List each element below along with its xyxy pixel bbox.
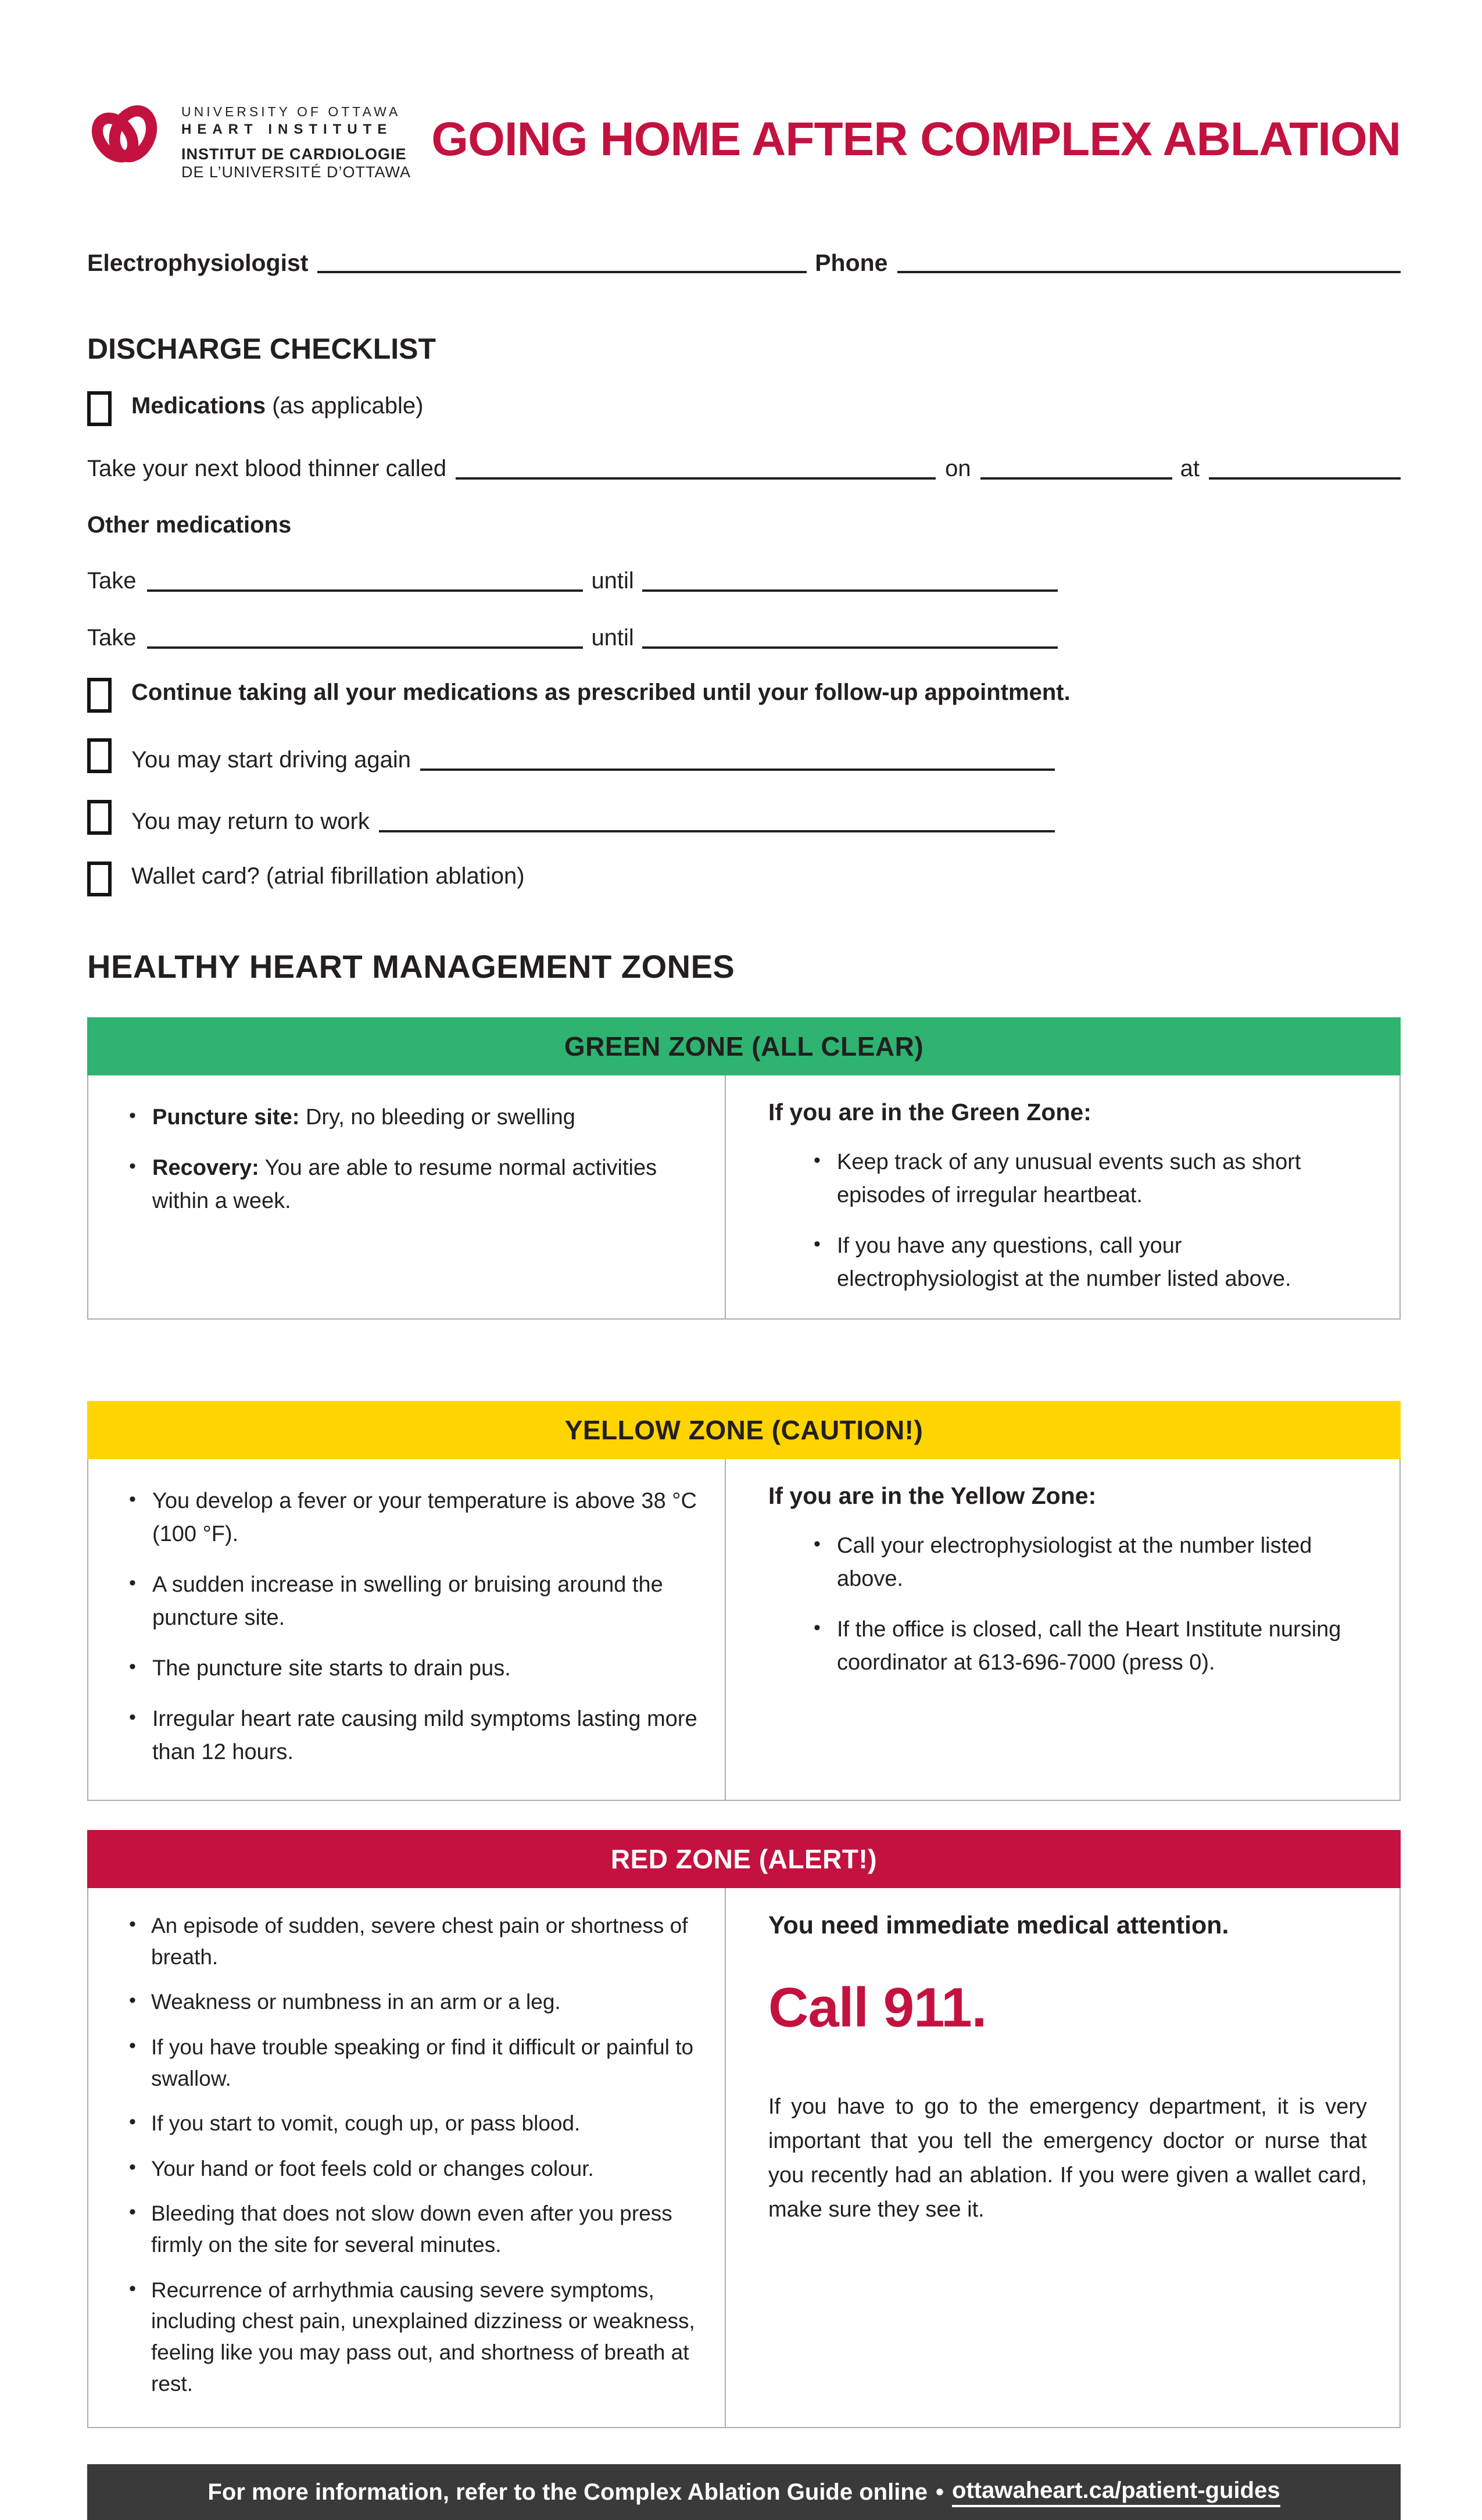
bullet-item: • Bleeding that does not slow down even after you press firmly on the site for several minutes. <box>124 2198 698 2260</box>
blood-thinner-row <box>87 452 1401 483</box>
footer-text: For more information, refer to the Complex Ablation Guide online <box>207 2479 928 2505</box>
yellow-zone-actions-title: If you are in the Yellow Zone: <box>768 1482 1097 1509</box>
logo-line-4: DE L’UNIVERSITÉ D’OTTAWA <box>181 163 411 181</box>
red-zone-paragraph: If you have to go to the emergency department, it is very important that you tell the emergency doctor or nurse that you recently had an ablation. If you were given a wallet card, make sure they see it. <box>768 2094 1367 2222</box>
page-title: GOING HOME AFTER COMPLEX ABLATION <box>431 113 1401 166</box>
bullet-item <box>124 1152 698 1218</box>
red-zone-body <box>87 1888 1401 2428</box>
uottawa-heart-institute-logo <box>87 102 411 180</box>
driving-label: You may start driving again <box>131 747 411 773</box>
heart-logo-icon <box>87 102 164 170</box>
work-checkbox[interactable] <box>87 800 112 835</box>
green-zone-header: GREEN ZONE (ALL CLEAR) <box>87 1017 1401 1075</box>
until-label-1: until <box>591 568 634 594</box>
take-label-1: Take <box>87 568 137 594</box>
medications-label: Medications <box>131 393 266 419</box>
call-911-text: Call 911. <box>768 1976 987 2039</box>
bullet-item <box>124 1101 698 1134</box>
wallet-card-checkbox[interactable] <box>87 862 112 896</box>
bullet-item: • Irregular heart rate causing mild symptoms lasting more than 12 hours. <box>124 1703 698 1769</box>
contact-row <box>87 245 1401 277</box>
wallet-card-label: Wallet card? (atrial fibrillation ablation) <box>131 863 525 889</box>
checklist-item-driving <box>87 738 1055 774</box>
yellow-zone-symptoms <box>88 1459 725 1800</box>
medication-1-name-blank[interactable] <box>147 564 584 592</box>
medication-1-row <box>87 564 1058 595</box>
green-zone-actions <box>725 1075 1399 1318</box>
medication-2-until-blank[interactable] <box>642 621 1058 649</box>
logo-line-1: UNIVERSITY OF OTTAWA <box>181 104 401 119</box>
footer-separator: • <box>936 2479 944 2505</box>
phone-blank[interactable] <box>897 245 1401 273</box>
bullet-lead: Puncture site: <box>152 1105 300 1129</box>
patient-guides-link[interactable]: ottawaheart.ca/patient-guides <box>952 2478 1280 2507</box>
red-zone-actions-title: You need immediate medical attention. <box>768 1911 1229 1939</box>
logo-line-2: HEART INSTITUTE <box>181 121 393 137</box>
header <box>87 102 1401 180</box>
continue-medications-checkbox[interactable] <box>87 678 112 713</box>
bullet-item: • If you start to vomit, cough up, or pass blood. <box>124 2108 698 2139</box>
medication-1-until-blank[interactable] <box>642 564 1058 592</box>
driving-checkbox[interactable] <box>87 738 112 773</box>
checklist-item-medications <box>87 391 1401 426</box>
bullet-item: • Weakness or numbness in an arm or a leg. <box>124 1986 698 2018</box>
bullet-item: • The puncture site starts to drain pus. <box>124 1652 698 1685</box>
bullet-item: • Keep track of any unusual events such as short episodes of irregular heartbeat. <box>809 1146 1367 1212</box>
bullet-text: You are able to resume normal activities within a week. <box>152 1156 657 1213</box>
yellow-zone-body <box>87 1459 1401 1801</box>
logo-line-3: INSTITUT DE CARDIOLOGIE <box>181 145 407 163</box>
blood-thinner-date-blank[interactable] <box>980 452 1172 480</box>
driving-date-blank[interactable] <box>420 743 1055 771</box>
electrophysiologist-blank[interactable] <box>317 245 807 273</box>
bullet-item: • Recurrence of arrhythmia causing severe symptoms, including chest pain, unexplained dizziness or weakness, feeling like you may pass out, and shortness of breath at rest. <box>124 2275 698 2400</box>
logo-wordmark <box>181 105 411 180</box>
work-date-blank[interactable] <box>379 805 1055 832</box>
take-label-2: Take <box>87 625 137 650</box>
bullet-item: • If you have any questions, call your electrophysiologist at the number listed above. <box>809 1229 1367 1296</box>
red-zone-actions <box>725 1888 1399 2427</box>
medications-checkbox[interactable] <box>87 391 112 426</box>
bullet-item: • An episode of sudden, severe chest pain or shortness of breath. <box>124 1910 698 1972</box>
yellow-zone <box>87 1401 1401 1801</box>
bullet-lead: Recovery: <box>152 1156 259 1180</box>
green-zone-symptoms <box>88 1075 725 1318</box>
bullet-item: • Call your electrophysiologist at the number listed above. <box>809 1529 1367 1596</box>
bullet-item: • A sudden increase in swelling or bruising around the puncture site. <box>124 1568 698 1635</box>
yellow-zone-actions <box>725 1459 1399 1800</box>
checklist-item-wallet-card <box>87 862 1401 896</box>
on-label: on <box>945 456 971 481</box>
red-zone-header: RED ZONE (ALERT!) <box>87 1830 1401 1888</box>
phone-label: Phone <box>815 249 888 276</box>
red-zone <box>87 1830 1401 2428</box>
bullet-item: • You develop a fever or your temperature is above 38 °C (100 °F). <box>124 1485 698 1551</box>
bullet-item: • Your hand or foot feels cold or changes colour. <box>124 2153 698 2185</box>
blood-thinner-name-blank[interactable] <box>456 452 936 480</box>
bullet-item: • If you have trouble speaking or find it difficult or painful to swallow. <box>124 2032 698 2094</box>
green-zone-actions-title: If you are in the Green Zone: <box>768 1099 1091 1125</box>
continue-medications-label: Continue taking all your medications as prescribed until your follow-up appointment. <box>131 680 1071 705</box>
electrophysiologist-label: Electrophysiologist <box>87 249 309 276</box>
until-label-2: until <box>591 625 634 650</box>
bullet-text: Dry, no bleeding or swelling <box>299 1105 575 1129</box>
zones-heading: HEALTHY HEART MANAGEMENT ZONES <box>87 948 735 985</box>
checklist-item-continue-medications <box>87 678 1401 713</box>
discharge-checklist-heading: DISCHARGE CHECKLIST <box>87 333 436 365</box>
green-zone <box>87 1017 1401 1320</box>
blood-thinner-prefix: Take your next blood thinner called <box>87 456 447 481</box>
blood-thinner-time-blank[interactable] <box>1209 452 1401 480</box>
at-label: at <box>1180 456 1200 481</box>
medications-note: (as applicable) <box>266 393 424 419</box>
other-medications-heading: Other medications <box>87 512 292 538</box>
medication-2-name-blank[interactable] <box>147 621 584 649</box>
yellow-zone-header: YELLOW ZONE (CAUTION!) <box>87 1401 1401 1459</box>
work-label: You may return to work <box>131 809 370 834</box>
checklist-item-work <box>87 800 1055 836</box>
medication-2-row <box>87 621 1058 652</box>
bullet-item: • If the office is closed, call the Heart Institute nursing coordinator at 613-696-7000 (press 0). <box>809 1613 1367 1679</box>
red-zone-symptoms <box>88 1888 725 2427</box>
green-zone-body <box>87 1075 1401 1320</box>
footer-bar <box>87 2464 1401 2520</box>
